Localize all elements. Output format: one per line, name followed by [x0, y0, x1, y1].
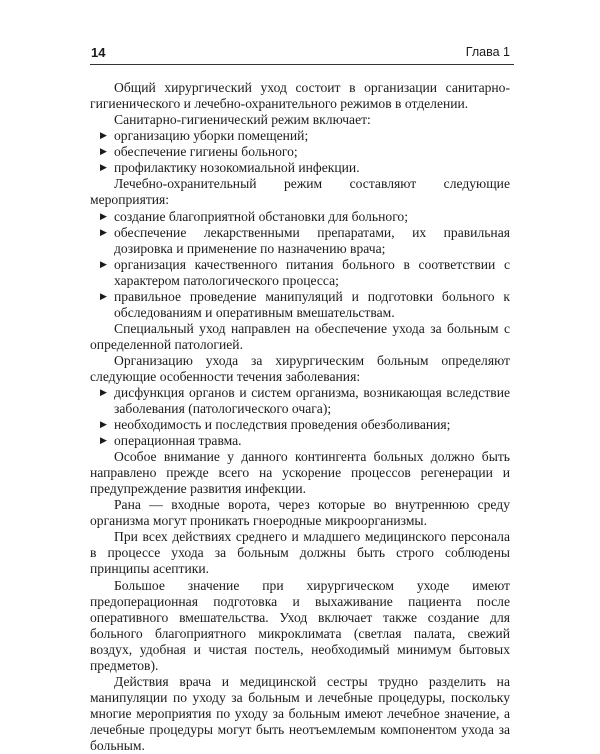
paragraph: Лечебно-охранительный режим составляют следующие мероприятия: — [90, 176, 510, 208]
list-item: ▶ организация качественного питания больного в соответствии с характером патологического процесса; — [100, 256, 510, 288]
bullet-icon: ▶ — [100, 291, 107, 302]
paragraph: Действия врача и медицинской сестры трудно разделить на манипуляции по уходу за больным и лечебные процедуры, поскольку многие мероприятия по уходу за больным имеют лечебное значение, а лечебные процедуры могут быть неотъемлемым компонентом ухода за больным. — [90, 673, 510, 753]
list-item: ▶ дисфункция органов и систем организма, возникающая вследствие заболевания (патологического очага); — [100, 384, 510, 416]
bullet-list-features — [90, 385, 510, 449]
page-number: 14 — [91, 45, 106, 60]
paragraph: Общий хирургический уход состоит в организации санитарно-гигиенического и лечебно-охранительного режимов в отделении. — [90, 80, 510, 111]
paragraph: При всех действиях среднего и младшего медицинского персонала в процессе ухода за больным должны быть строго соблюдены принципы асептики. — [90, 529, 510, 577]
list-item: ▶ обеспечение лекарственными препаратами, их правильная дозировка и применение по назначению врача; — [100, 224, 510, 256]
bullet-icon: ▶ — [100, 211, 107, 222]
bullet-icon: ▶ — [100, 259, 107, 270]
bullet-list-protective — [90, 209, 510, 321]
bullet-icon: ▶ — [100, 227, 107, 238]
bullet-icon: ▶ — [100, 163, 107, 174]
page-body — [90, 80, 510, 754]
running-header — [90, 42, 514, 62]
paragraph: Санитарно-гигиенический режим включает: — [114, 112, 371, 128]
paragraph: Рана — входные ворота, через которые во внутреннюю среду организма могут проникать гноеродные микроорганизмы. — [90, 497, 510, 529]
paragraph: Специальный уход направлен на обеспечение ухода за больным с определенной патологией. — [90, 320, 510, 352]
header-rule — [90, 64, 514, 65]
paragraph: Организацию ухода за хирургическим больным определяют следующие особенности течения заболевания: — [90, 352, 510, 384]
list-item: ▶ правильное проведение манипуляций и подготовки больного к обследованиям и оперативным вмешательствам. — [100, 288, 510, 320]
list-item: ▶ обеспечение гигиены больного; — [100, 144, 298, 160]
chapter-title: Глава 1 — [465, 45, 510, 59]
list-item: ▶ необходимость и последствия проведения обезболивания; — [100, 416, 451, 432]
list-item: ▶ организацию уборки помещений; — [100, 128, 309, 144]
bullet-icon: ▶ — [100, 435, 107, 446]
list-item: ▶ операционная травма. — [100, 432, 242, 448]
bullet-icon: ▶ — [100, 131, 107, 142]
bullet-icon: ▶ — [100, 419, 107, 430]
paragraph: Особое внимание у данного контингента больных должно быть направлено прежде всего на ускорение процессов регенерации и предупреждение развития инфекции. — [90, 448, 510, 496]
paragraph: Большое значение при хирургическом уходе имеют предоперационная подготовка и выхаживание пациента после оперативного вмешательства. Уход включает также создание для больного благоприятного микроклимата (светлая палата, свежий воздух, удобная и чистая постель, необходимый минимум бытовых предметов). — [90, 577, 510, 673]
list-item: ▶ профилактику нозокомиальной инфекции. — [100, 160, 360, 176]
bullet-icon: ▶ — [100, 147, 107, 158]
bullet-list-sanitary — [90, 128, 510, 176]
list-item: ▶ создание благоприятной обстановки для больного; — [100, 208, 409, 224]
bullet-icon: ▶ — [100, 387, 107, 398]
